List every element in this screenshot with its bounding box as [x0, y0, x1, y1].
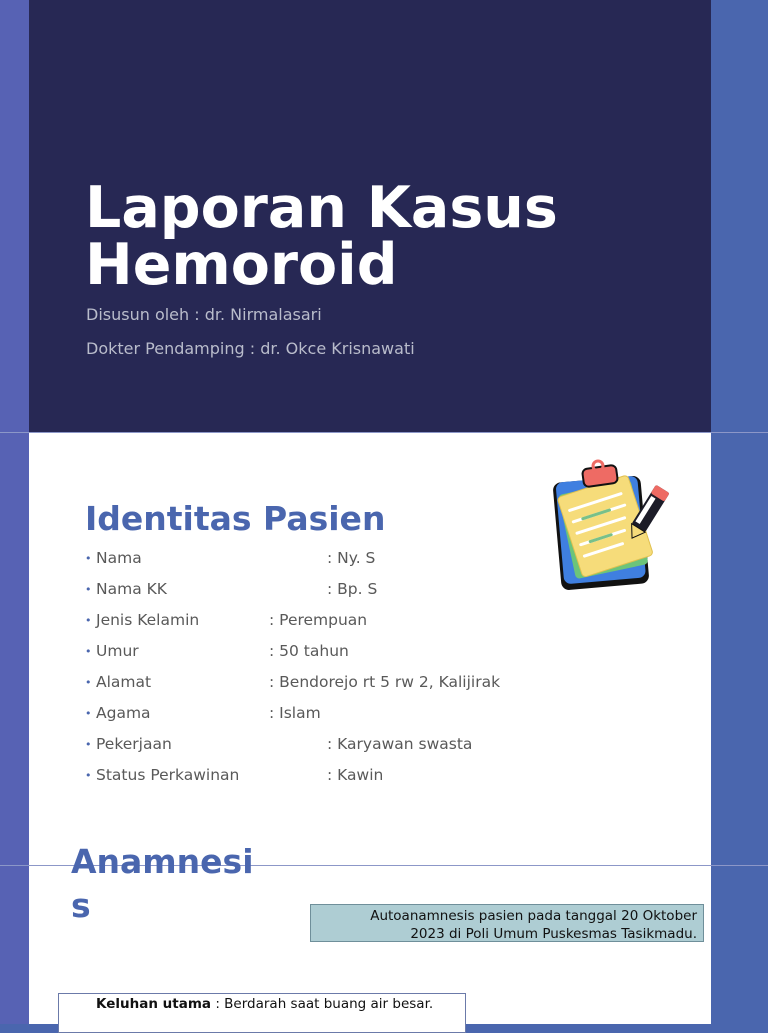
- complaint-text: : Berdarah saat buang air besar.: [215, 996, 434, 1012]
- field-label: Jenis Kelamin: [96, 611, 200, 629]
- title-line-1: Laporan Kasus: [85, 175, 558, 241]
- bullet-icon: •: [85, 707, 92, 720]
- anamnesis-slide: [29, 842, 711, 1024]
- patient-identity-slide: [29, 433, 711, 865]
- bullet-icon: •: [85, 552, 92, 565]
- field-value: : Ny. S: [327, 549, 376, 567]
- title-slide: [29, 0, 711, 432]
- field-label: Umur: [96, 642, 139, 660]
- field-label: Pekerjaan: [96, 735, 172, 753]
- identity-heading: Identitas Pasien: [85, 499, 386, 538]
- anamnesis-info-box: [310, 904, 704, 942]
- complaint-label: Keluhan utama: [96, 996, 212, 1012]
- bullet-icon: •: [85, 583, 92, 596]
- bullet-icon: •: [85, 645, 92, 658]
- field-label: Alamat: [96, 673, 152, 691]
- bullet-icon: •: [85, 738, 92, 751]
- info-line-2: 2023 di Poli Umum Puskesmas Tasikmadu.: [410, 926, 697, 942]
- info-line-1: Autoanamnesis pasien pada tanggal 20 Oktober: [370, 908, 697, 924]
- anamnesis-heading: Anamnesis: [71, 842, 254, 925]
- title-line-2: Hemoroid: [85, 232, 398, 298]
- field-label: Nama: [96, 549, 142, 567]
- bullet-icon: •: [85, 676, 92, 689]
- bullet-icon: •: [85, 769, 92, 782]
- field-label: Agama: [96, 704, 151, 722]
- chief-complaint-box: [58, 993, 466, 1033]
- supervisor-line: Dokter Pendamping : dr. Okce Krisnawati: [86, 339, 415, 358]
- field-value: : Kawin: [327, 766, 384, 784]
- field-value: : 50 tahun: [269, 642, 349, 660]
- author-line: Disusun oleh : dr. Nirmalasari: [86, 305, 322, 324]
- field-value: : Islam: [269, 704, 321, 722]
- field-label: Nama KK: [96, 580, 167, 598]
- field-value: : Bp. S: [327, 580, 378, 598]
- field-value: : Perempuan: [269, 611, 368, 629]
- field-value: : Bendorejo rt 5 rw 2, Kalijirak: [269, 673, 501, 691]
- field-value: : Karyawan swasta: [327, 735, 473, 753]
- right-side-band: [711, 0, 768, 1024]
- field-label: Status Perkawinan: [96, 766, 240, 784]
- presentation-title: [85, 175, 558, 298]
- left-side-band: [0, 0, 29, 1024]
- bullet-icon: •: [85, 614, 92, 627]
- clipboard-icon: [551, 461, 671, 591]
